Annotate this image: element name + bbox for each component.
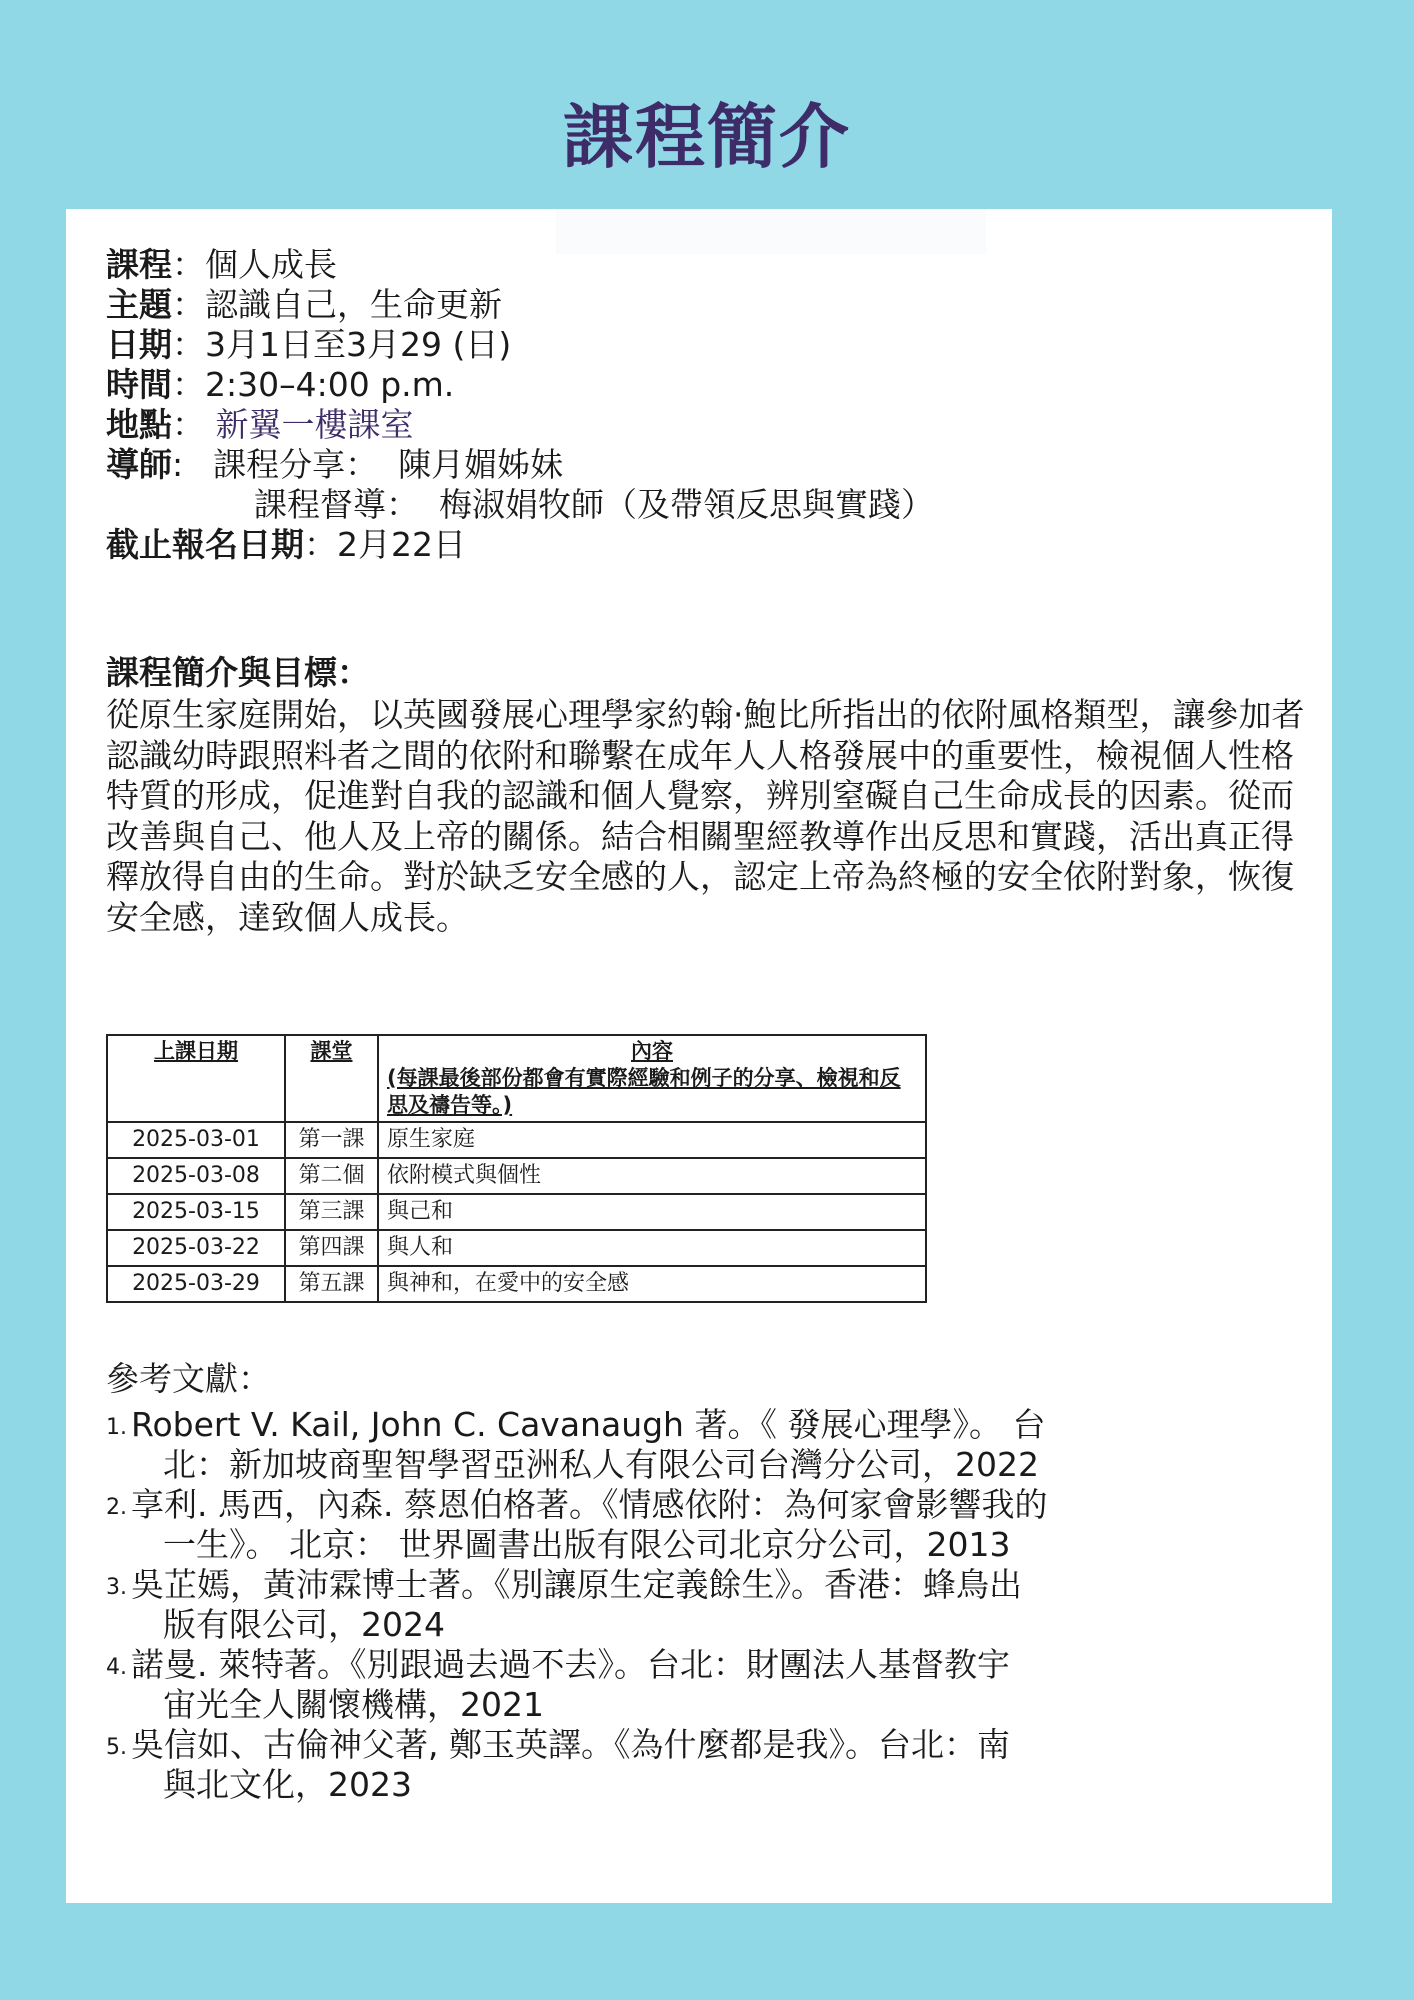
info-label: 時間 (106, 365, 172, 404)
header-lesson: 課堂 (285, 1035, 378, 1122)
info-theme: 主題：認識自己，生命更新 (106, 285, 502, 324)
info-value: 3月1日至3月29 (日) (205, 325, 512, 364)
info-value: 2月22日 (337, 525, 466, 564)
schedule-table (106, 1034, 927, 1303)
header-date: 上課日期 (107, 1035, 285, 1122)
info-value: 個人成長 (205, 245, 337, 284)
info-venue: 地點： 新翼一樓課室 (106, 405, 414, 444)
info-label: 主題 (106, 285, 172, 324)
references-title: 參考文獻： (106, 1359, 271, 1398)
info-label: 截止報名日期 (106, 525, 304, 564)
table-header-row (107, 1035, 926, 1122)
table-row: 2025-03-29 第五課 與神和，在愛中的安全感 (107, 1266, 926, 1302)
info-label: 地點 (106, 405, 172, 444)
reference-item: 2. 享利. 馬西，內森. 蔡恩伯格著。《情感依附：為何家會影響我的 一生》。 北京： 世界圖書出版有限公司北京分公司，2013 (106, 1485, 1048, 1564)
info-label: 日期 (106, 325, 172, 364)
header-content: 內容 (每課最後部份都會有實際經驗和例子的分享、檢視和反思及禱告等。) (378, 1035, 926, 1122)
reference-item: 1. Robert V. Kail, John C. Cavanaugh 著。《 發展心理學》。 台 北：新加坡商聖智學習亞洲私人有限公司台灣分公司，2022 (106, 1405, 1046, 1484)
table-row: 2025-03-08 第二個 依附模式與個性 (107, 1158, 926, 1194)
tutor-role: 課程督導： (254, 485, 419, 524)
info-value: 2:30–4:00 p.m. (205, 365, 455, 404)
tutor-name: 梅淑娟牧師（及帶領反思與實踐） (439, 485, 934, 524)
table-row: 2025-03-22 第四課 與人和 (107, 1230, 926, 1266)
tutor-name: 陳月媚姊妹 (398, 445, 564, 484)
header-content-note: (每課最後部份都會有實際經驗和例子的分享、檢視和反思及禱告等。) (387, 1066, 901, 1117)
intro-heading: 課程簡介與目標： (106, 653, 370, 692)
reference-item: 3. 吳芷嫣，黃沛霖博士著。《別讓原生定義餘生》。香港：蜂鳥出 版有限公司，2024 (106, 1565, 1022, 1644)
info-tutor-sharing: 導師: 課程分享： 陳月媚姊妹 (106, 445, 564, 484)
table-row: 2025-03-01 第一課 原生家庭 (107, 1122, 926, 1158)
table-row: 2025-03-15 第三課 與己和 (107, 1194, 926, 1230)
tutor-role: 課程分享： (213, 445, 379, 484)
reference-item: 4. 諾曼. 萊特著。《別跟過去過不去》。台北：財團法人基督教宇 宙光全人關懷機構，2021 (106, 1645, 1010, 1724)
info-label: 課程 (106, 245, 172, 284)
info-tutor-supervising (106, 485, 934, 525)
info-value: 認識自己，生命更新 (205, 285, 502, 324)
course-info (106, 245, 934, 565)
info-time: 時間：2:30–4:00 p.m. (106, 365, 455, 404)
page-title: 課程簡介 (563, 96, 851, 178)
references-list (106, 1405, 1306, 1805)
info-course: 課程：個人成長 (106, 245, 337, 284)
course-document-panel (66, 209, 1332, 1903)
info-label: 導師 (106, 445, 172, 484)
reference-item: 5. 吳信如、古倫神父著, 鄭玉英譯。《為什麼都是我》。台北：南 與北文化，2023 (106, 1725, 1010, 1804)
intro-body: 從原生家庭開始，以英國發展心理學家約翰·鮑比所指出的依附風格類型，讓參加者認識幼時跟照料者之間的依附和聯繫在成年人人格發展中的重要性，檢視個人性格特質的形成，促進對自我的認識和個人覺察，辨別窒礙自己生命成長的因素。從而改善與自己、他人及上帝的關係。結合相關聖經教導作出反思和實踐，活出真正得釋放得自由的生命。對於缺乏安全感的人，認定上帝為終極的安全依附對象，恢復安全感，達致個人成長。 (106, 695, 1305, 937)
info-value: 新翼一樓課室 (215, 405, 414, 444)
info-deadline: 截止報名日期：2月22日 (106, 525, 466, 564)
info-date: 日期：3月1日至3月29 (日) (106, 325, 512, 364)
